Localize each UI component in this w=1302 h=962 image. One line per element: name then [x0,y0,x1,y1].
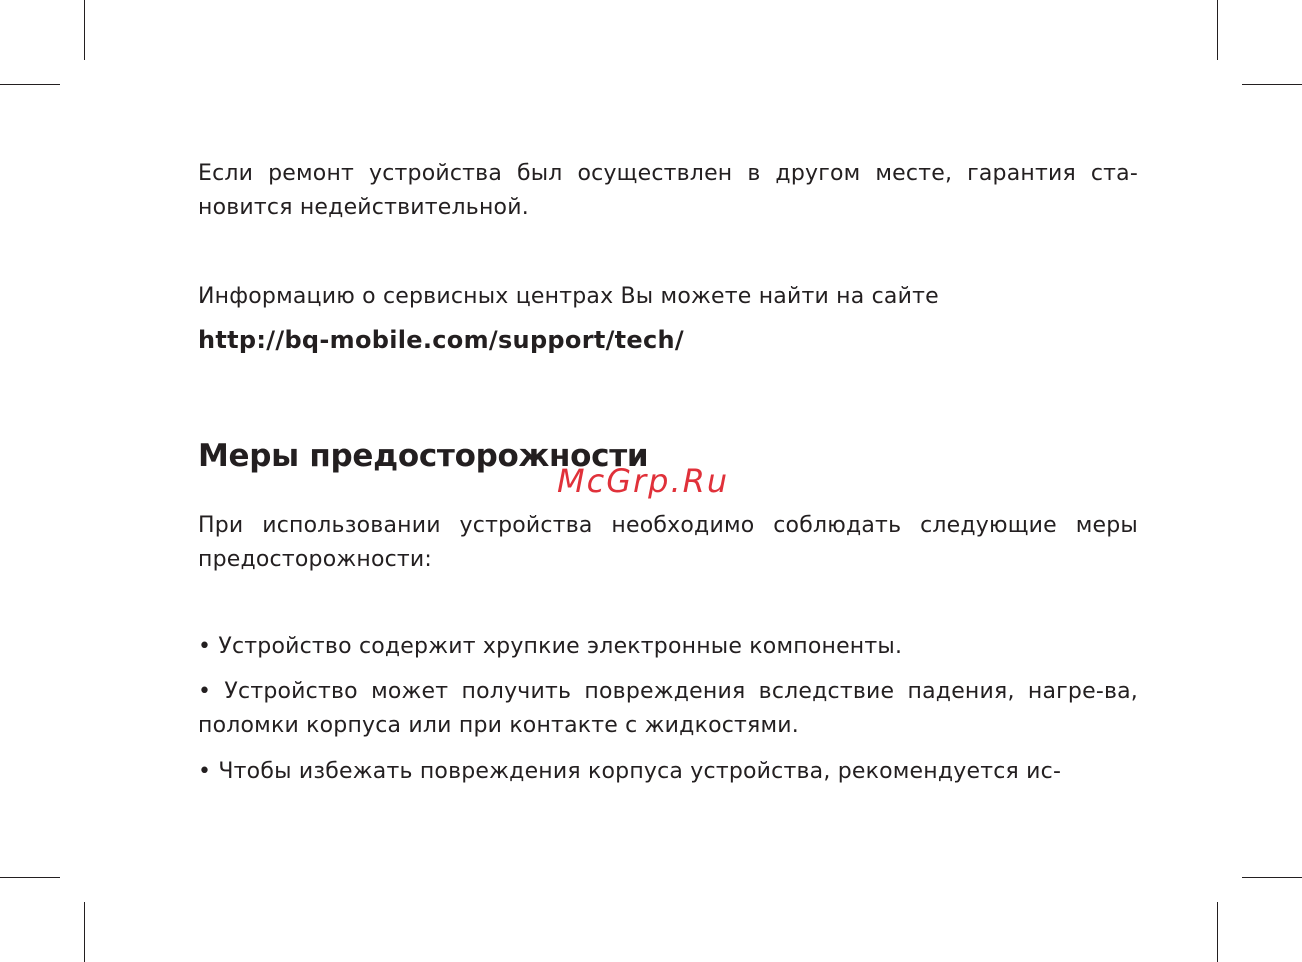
bullet-item: • Устройство может получить повреждения вследствие падения, нагре-ва, поломки корпуса или при контакте с жидкостями. [198,679,1138,738]
crop-mark-bottom-right-vertical [1217,902,1218,962]
paragraph-warranty: Если ремонт устройства был осуществлен в другом месте, гарантия ста-новится недействительной. [198,161,1138,220]
paragraph-intro: При использовании устройства необходимо соблюдать следующие меры предосторожности: [198,513,1138,572]
crop-mark-bottom-left-vertical [84,902,85,962]
crop-mark-top-right-horizontal [1242,84,1302,85]
bullet-item: • Устройство содержит хрупкие электронные компоненты. [198,634,903,659]
crop-mark-top-left-horizontal [0,84,60,85]
crop-mark-bottom-right-horizontal [1242,877,1302,878]
watermark-text: McGrp.Ru [557,462,730,500]
section-heading: Меры предосторожности [198,438,649,474]
crop-mark-top-left-vertical [84,0,85,60]
service-url-link[interactable]: http://bq-mobile.com/support/tech/ [198,326,684,354]
crop-mark-top-right-vertical [1217,0,1218,60]
crop-mark-bottom-left-horizontal [0,877,60,878]
paragraph-service-info: Информацию о сервисных центрах Вы можете найти на сайте [198,284,939,309]
bullet-item: • Чтобы избежать повреждения корпуса устройства, рекомендуется ис- [198,759,1062,784]
